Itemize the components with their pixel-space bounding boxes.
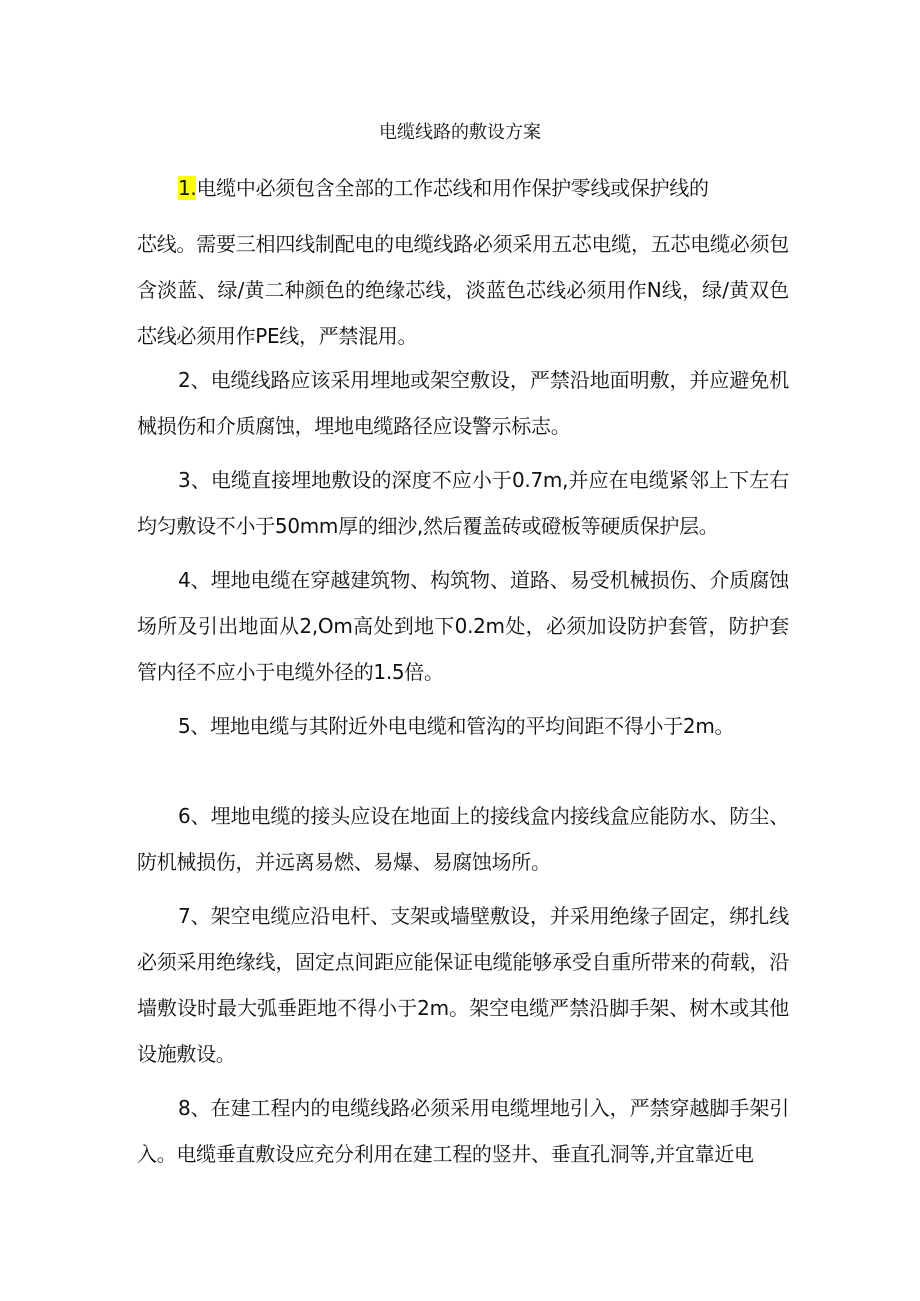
paragraph-5: 5、埋地电缆与其附近外电电缆和管沟的平均间距不得小于2m。 (178, 714, 735, 738)
paragraph-6: 6、埋地电缆的接头应设在地面上的接线盒内接线盒应能防水、防尘、防机械损伤，并远离易燃、易爆、易腐蚀场所。 (137, 804, 789, 874)
paragraph-8: 8、在建工程内的电缆线路必须采用电缆埋地引入，严禁穿越脚手架引入。电缆垂直敷设应充分利用在建工程的竖井、垂直孔洞等,并宜靠近电 (137, 1096, 789, 1166)
paragraph-1-rest: 芯线。需要三相四线制配电的电缆线路必须采用五芯电缆，五芯电缆必须包含淡蓝、绿/黄二种颜色的绝缘芯线，淡蓝色芯线必须用作N线，绿/黄双色芯线必须用作PE线，严禁混用。 (137, 232, 789, 348)
highlighted-marker: 1. (178, 176, 197, 200)
paragraph-7: 7、架空电缆应沿电杆、支架或墙壁敷设，并采用绝缘子固定，绑扎线必须采用绝缘线，固定点间距应能保证电缆能够承受自重所带来的荷载，沿墙敷设时最大弧垂距地不得小于2m。架空电缆严禁沿脚手架、树木或其他设施敷设。 (137, 904, 789, 1066)
paragraph-1-first-text: 电缆中必须包含全部的工作芯线和用作保护零线或保护线的 (196, 176, 709, 200)
paragraph-3: 3、电缆直接埋地敷设的深度不应小于0.7m,并应在电缆紧邻上下左右均匀敷设不小于50mm厚的细沙,然后覆盖砖或磴板等硬质保护层。 (137, 468, 789, 538)
paragraph-2: 2、电缆线路应该采用埋地或架空敷设，严禁沿地面明敷，并应避免机械损伤和介质腐蚀，埋地电缆路径应设警示标志。 (137, 368, 789, 438)
paragraph-1 (137, 165, 789, 359)
paragraph-4: 4、埋地电缆在穿越建筑物、构筑物、道路、易受机械损伤、介质腐蚀场所及引出地面从2,Om高处到地下0.2m处，必须加设防护套管，防护套管内径不应小于电缆外径的1.5倍。 (137, 568, 789, 684)
document-title: 电缆线路的敷设方案 (379, 122, 541, 143)
paragraph-1-first-line (137, 165, 789, 211)
